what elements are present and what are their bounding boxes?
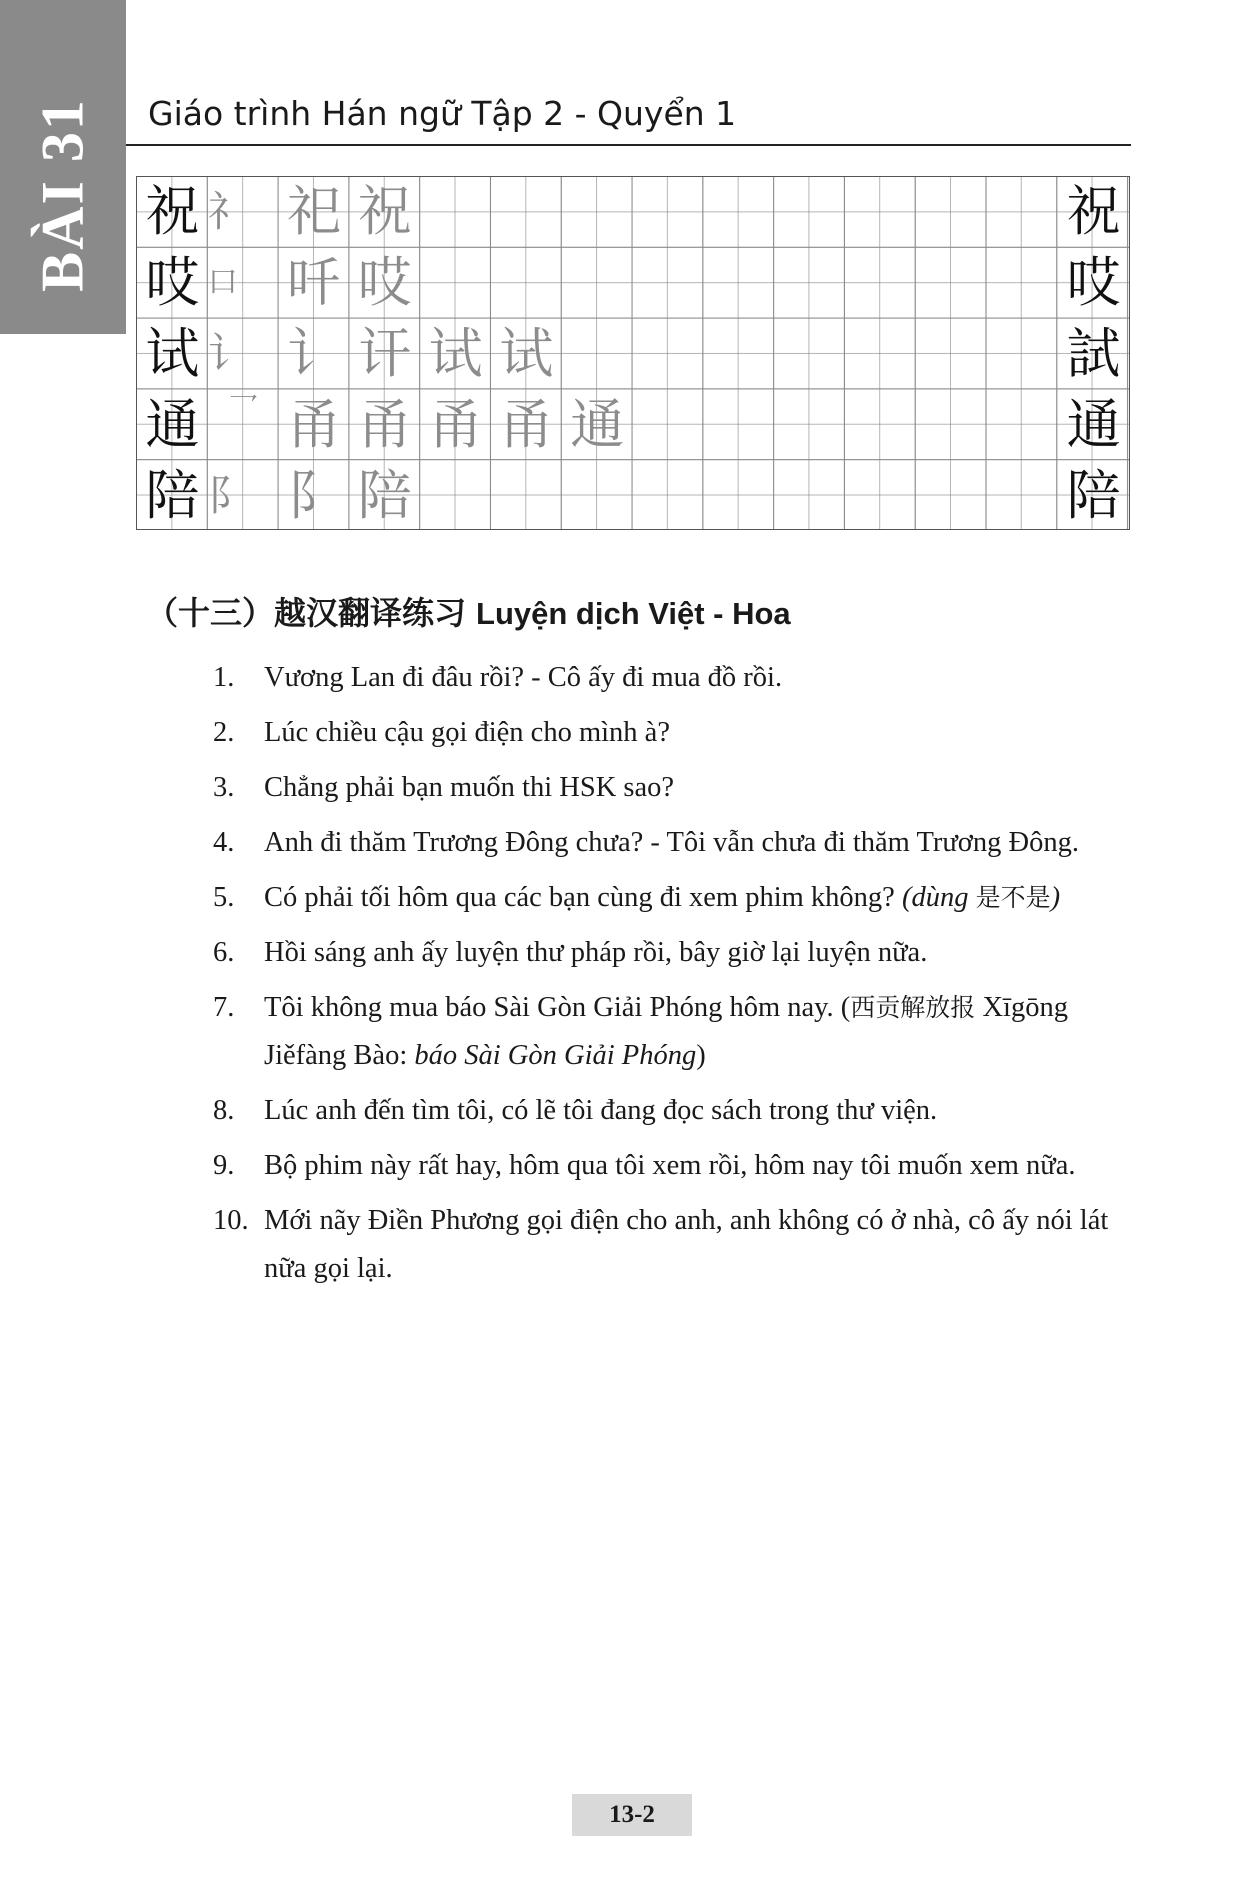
list-item: [213, 764, 1135, 812]
item-number: 7.: [213, 992, 235, 1023]
item-number: 3.: [213, 772, 235, 803]
item-number: 5.: [213, 882, 235, 913]
item-sentence: Tôi không mua báo Sài Gòn Giải Phóng hôm nay. (: [264, 992, 851, 1023]
stroke-step: 讦: [357, 321, 412, 385]
stroke-step: 阝: [286, 463, 341, 527]
section-heading-zh: （十三）越汉翻译练习: [146, 594, 467, 632]
traditional-character: 哎: [1066, 251, 1121, 315]
gloss: báo Sài Gòn Giải Phóng: [414, 1040, 697, 1071]
list-item: [213, 874, 1135, 922]
list-item: [213, 1197, 1135, 1293]
stroke-step: 陪: [357, 463, 412, 527]
item-number: 9.: [213, 1150, 235, 1181]
item-text: Chẳng phải bạn muốn thi HSK sao?: [264, 772, 675, 803]
list-item: [213, 819, 1135, 867]
item-number: 2.: [213, 717, 235, 748]
model-character: 祝: [145, 180, 200, 244]
list-item: [213, 709, 1135, 757]
list-item: [213, 929, 1135, 977]
model-character: 哎: [145, 251, 200, 315]
list-item: [213, 654, 1135, 702]
stroke-step: 讠: [207, 328, 250, 378]
header-rule: [126, 144, 1131, 146]
grid-row-5: [137, 460, 1129, 531]
stroke-step: 吀: [286, 251, 341, 315]
list-item: [213, 1087, 1135, 1135]
model-character: 通: [145, 392, 200, 456]
stroke-step: 甬: [357, 392, 412, 456]
character-practice-grid: [136, 176, 1130, 530]
item-number: 8.: [213, 1095, 235, 1126]
traditional-character: 試: [1066, 321, 1121, 385]
gloss-close: ): [696, 1040, 706, 1071]
model-character: 试: [145, 321, 200, 385]
grid-row-1: [137, 177, 1129, 248]
stroke-step: 甬: [286, 392, 341, 456]
traditional-character: 祝: [1066, 180, 1121, 244]
stroke-step: 甬: [499, 392, 554, 456]
grid-row-4: [137, 389, 1129, 460]
list-item: [213, 1142, 1135, 1190]
item-text: Bộ phim này rất hay, hôm qua tôi xem rồi, hôm nay tôi muốn xem nữa.: [264, 1150, 1076, 1181]
stroke-step: 乛: [228, 392, 259, 428]
stroke-step: 祝: [357, 180, 412, 244]
chinese-term: 西贡解放报: [850, 993, 976, 1022]
hint-close: ): [1050, 882, 1061, 913]
lesson-tab: [0, 0, 126, 334]
grid-row-3: [137, 319, 1129, 390]
running-header: Giáo trình Hán ngữ Tập 2 - Quyển 1: [148, 94, 737, 133]
model-character: 陪: [145, 463, 200, 527]
list-item: [213, 984, 1135, 1080]
item-text: Lúc chiều cậu gọi điện cho mình à?: [264, 717, 670, 748]
stroke-step: 试: [428, 321, 483, 385]
item-text: Lúc anh đến tìm tôi, có lẽ tôi đang đọc sách trong thư viện.: [264, 1095, 938, 1126]
stroke-step: 礻: [207, 187, 250, 237]
lesson-tab-label: BÀI 31: [29, 98, 96, 292]
item-text: Vương Lan đi đâu rồi? - Cô ấy đi mua đồ rồi.: [264, 662, 783, 693]
grid-row-2: [137, 248, 1129, 319]
stroke-step: 讠: [286, 321, 341, 385]
stroke-step: 祀: [286, 180, 341, 244]
stroke-step: 口: [207, 265, 238, 301]
section-heading: [146, 588, 791, 634]
item-text: [264, 984, 1135, 1080]
traditional-character: 通: [1066, 392, 1121, 456]
stroke-step: 阝: [207, 470, 250, 520]
hint-open: (dùng: [901, 882, 969, 913]
traditional-character: 陪: [1066, 463, 1121, 527]
item-text: Hồi sáng anh ấy luyện thư pháp rồi, bây giờ lại luyện nữa.: [264, 937, 928, 968]
item-text: Anh đi thăm Trương Đông chưa? - Tôi vẫn chưa đi thăm Trương Đông.: [264, 827, 1079, 858]
item-text: Mới nãy Điền Phương gọi điện cho anh, anh không có ở nhà, cô ấy nói lát nữa gọi lại.: [264, 1205, 1109, 1284]
item-number: 1.: [213, 662, 235, 693]
item-sentence: Có phải tối hôm qua các bạn cùng đi xem phim không?: [264, 882, 895, 913]
section-heading-vi: Luyện dịch Việt - Hoa: [476, 596, 791, 631]
item-text: [264, 874, 1135, 922]
page-number: 13-2: [572, 1794, 692, 1836]
pinyin: Xīgōng Jiěfàng Bào:: [264, 992, 1068, 1071]
exercise-list: [213, 654, 1135, 1300]
hint-chinese: 是不是: [975, 883, 1051, 912]
item-number: 4.: [213, 827, 235, 858]
stroke-step: 试: [499, 321, 554, 385]
stroke-step: 通: [570, 392, 625, 456]
stroke-step: 甬: [428, 392, 483, 456]
item-number: 10.: [213, 1205, 249, 1236]
item-number: 6.: [213, 937, 235, 968]
stroke-step: 哎: [357, 251, 412, 315]
